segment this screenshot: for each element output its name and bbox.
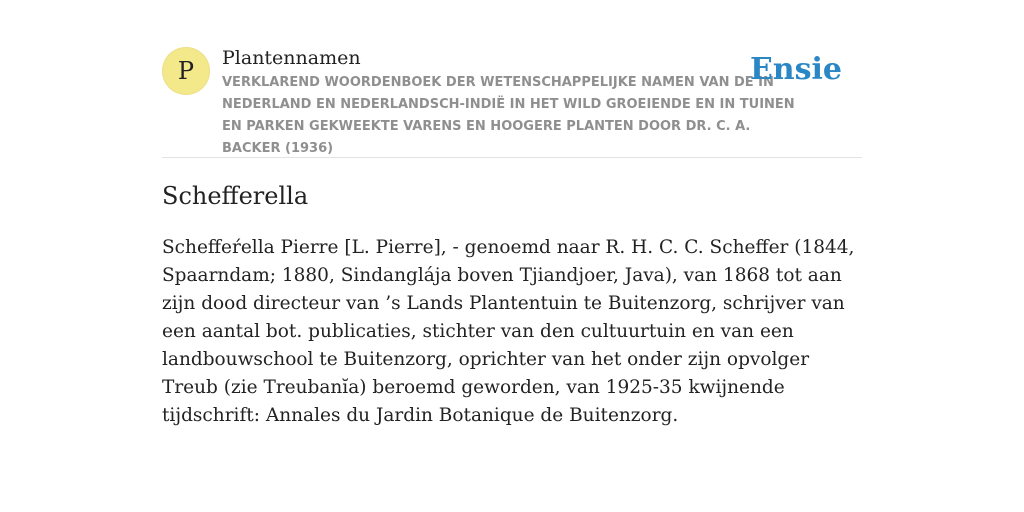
ensie-logo-link[interactable]: Ensie xyxy=(749,52,842,87)
entry-body: Scheffeŕella Pierre [L. Pierre], - genoemd naar R. H. C. C. Scheffer (1844, Spaarndam; 1880, Sindanglája boven Tjiandjoer, Java), van 1868 tot aan zijn dood directeur van ’s Lands Plantentuin te Buitenzorg, schrijver van een aantal bot. publicaties, stichter van den cultuurtuin en van een landbouwschool te Buitenzorg, oprichter van het onder zijn opvolger Treub (zie Treubanĭa) beroemd geworden, van 1925-35 kwijnende tijdschrift: Annales du Jardin Botanique de Buitenzorg. xyxy=(162,237,855,426)
source-description: VERKLAREND WOORDENBOEK DER WETENSCHAPPELIJKE NAMEN VAN DE IN NEDERLAND EN NEDERLANDSCH-INDIË IN HET WILD GROEIENDE EN IN TUINEN EN PARKEN GEKWEEKTE VARENS EN HOOGERE PLANTEN DOOR DR. C. A. BACKER (1936) xyxy=(222,75,795,156)
source-title-link[interactable]: Plantennamen xyxy=(222,47,361,69)
avatar-letter: P xyxy=(177,57,195,85)
source-avatar[interactable] xyxy=(162,47,210,95)
source-header xyxy=(162,44,862,158)
entry-title: Schefferella xyxy=(162,182,309,210)
